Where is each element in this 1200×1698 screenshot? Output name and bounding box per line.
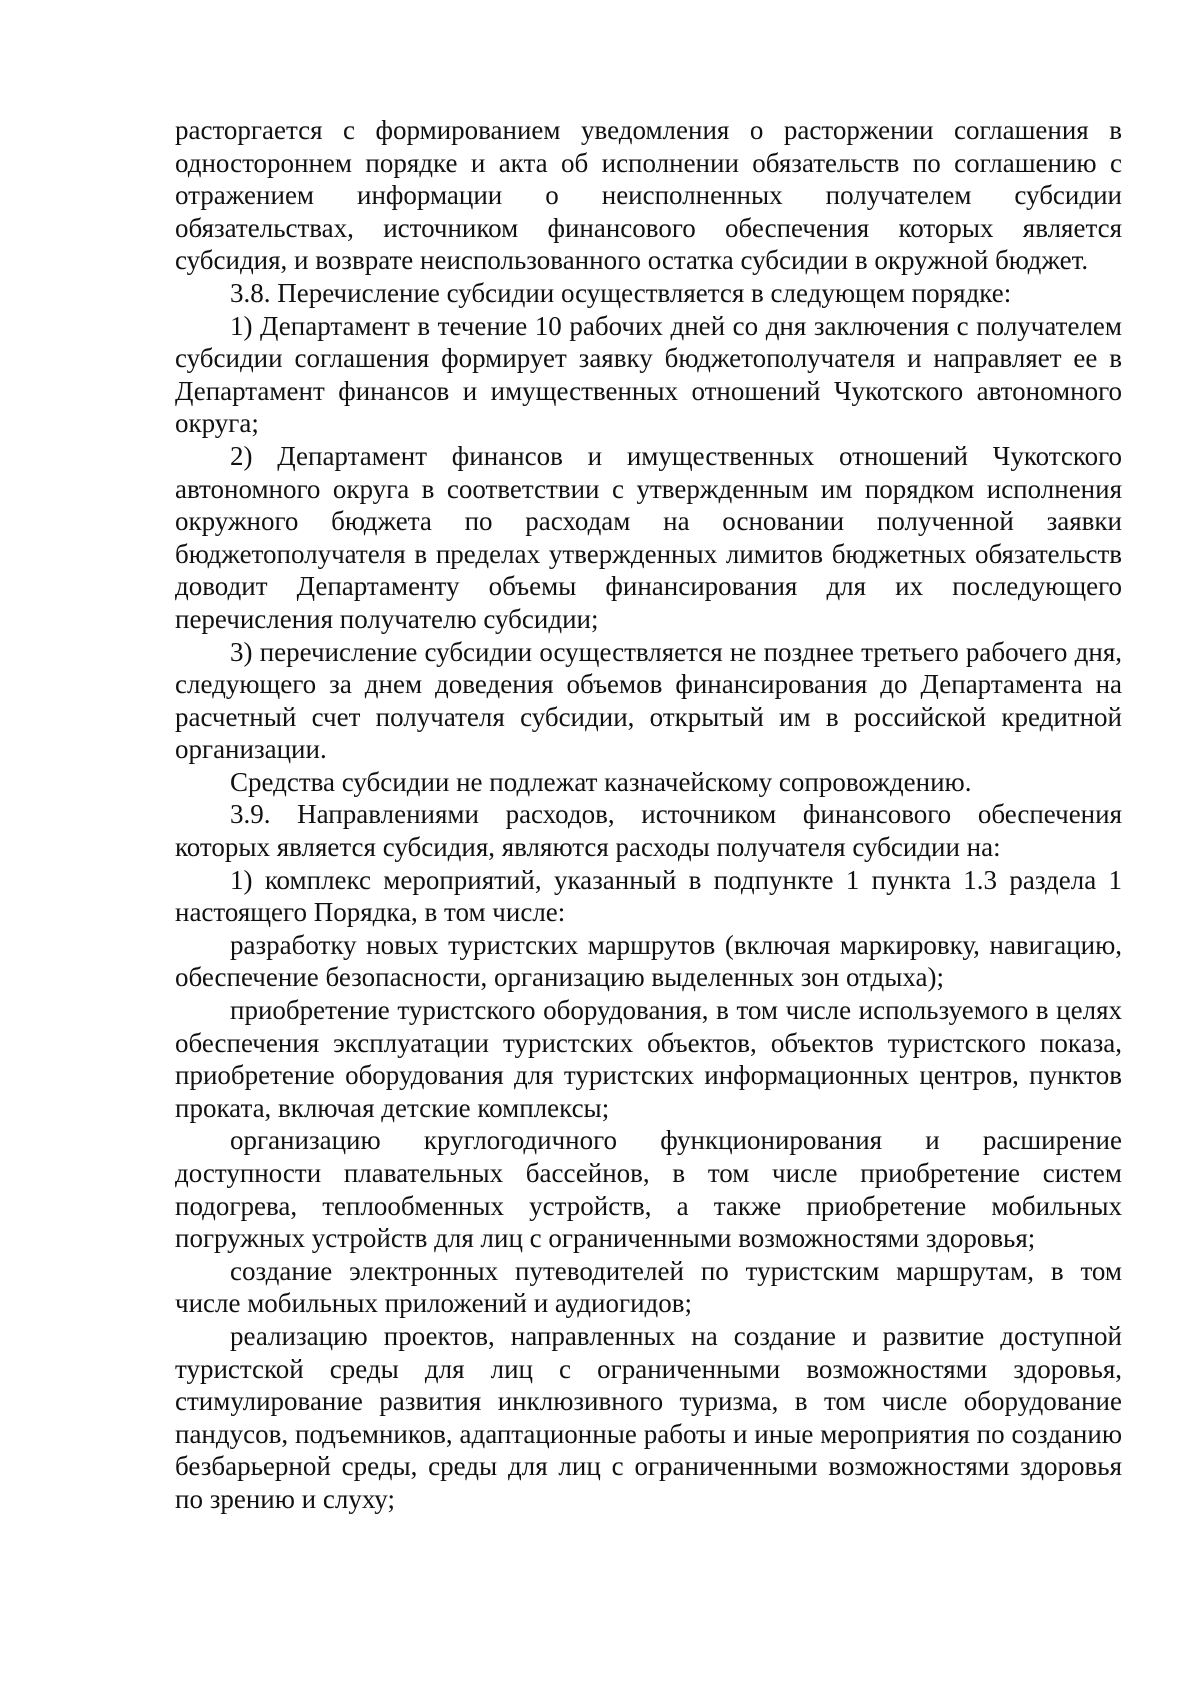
paragraph-continuation: расторгается с формированием уведомления о расторжении соглашения в одностороннем порядке и акта об исполнении обязательств по соглашению с отражением информации о неисполненных получателем субсидии обязательствах, источником финансового обеспечения которых является субсидия, и возврате неиспользованного остатка субсидии в окружной бюджет. bbox=[175, 115, 1122, 276]
paragraph-treasury-note: Средства субсидии не подлежат казначейскому сопровождению. bbox=[230, 766, 972, 797]
paragraph-accessibility: реализацию проектов, направленных на создание и развитие доступной туристской среды для лиц с ограниченными возможностями здоровья, стимулирование развития инклюзивного туризма, в том числе оборудование пандусов, подъемников, адаптационные работы и иные мероприятия по созданию безбарьерной среды, среды для лиц с ограниченными возможностями здоровья по зрению и слуху; bbox=[175, 1320, 1122, 1514]
paragraph-pools: организацию круглогодичного функционирования и расширение доступности плавательных бассейнов, в том числе приобретение систем подогрева, теплообменных устройств, а также приобретение мобильных погружных устройств для лиц с ограниченными возможностями здоровья; bbox=[175, 1125, 1122, 1254]
paragraph-3-9: 3.9. Направлениями расходов, источником финансового обеспечения которых является субсидия, являются расходы получателя субсидии на: bbox=[175, 799, 1122, 863]
paragraph-routes: разработку новых туристских маршрутов (включая маркировку, навигацию, обеспечение безопасности, организацию выделенных зон отдыха); bbox=[175, 929, 1122, 993]
document-page bbox=[175, 114, 1122, 1516]
paragraph-3-8-item-3: 3) перечисление субсидии осуществляется не позднее третьего рабочего дня, следующего за днем доведения объемов финансирования до Департамента на расчетный счет получателя субсидии, открытый им в российской кредитной организации. bbox=[175, 636, 1122, 765]
paragraph-3-9-item-1: 1) комплекс мероприятий, указанный в подпункте 1 пункта 1.3 раздела 1 настоящего Порядка, в том числе: bbox=[175, 864, 1122, 928]
paragraph-guides: создание электронных путеводителей по туристским маршрутам, в том числе мобильных приложений и аудиогидов; bbox=[175, 1255, 1122, 1319]
paragraph-3-8: 3.8. Перечисление субсидии осуществляется в следующем порядке: bbox=[230, 277, 1012, 308]
paragraph-3-8-item-2: 2) Департамент финансов и имущественных отношений Чукотского автономного округа в соответствии с утвержденным им порядком исполнения окружного бюджета по расходам на основании полученной заявки бюджетополучателя в пределах утвержденных лимитов бюджетных обязательств доводит Департаменту объемы финансирования для их последующего перечисления получателю субсидии; bbox=[175, 440, 1122, 634]
paragraph-equipment: приобретение туристского оборудования, в том числе используемого в целях обеспечения эксплуатации туристских объектов, объектов туристского показа, приобретение оборудования для туристских информационных центров, пунктов проката, включая детские комплексы; bbox=[175, 995, 1122, 1123]
paragraph-3-8-item-1: 1) Департамент в течение 10 рабочих дней со дня заключения с получателем субсидии соглашения формирует заявку бюджетополучателя и направляет ее в Департамент финансов и имущественных отношений Чукотского автономного округа; bbox=[175, 310, 1122, 439]
